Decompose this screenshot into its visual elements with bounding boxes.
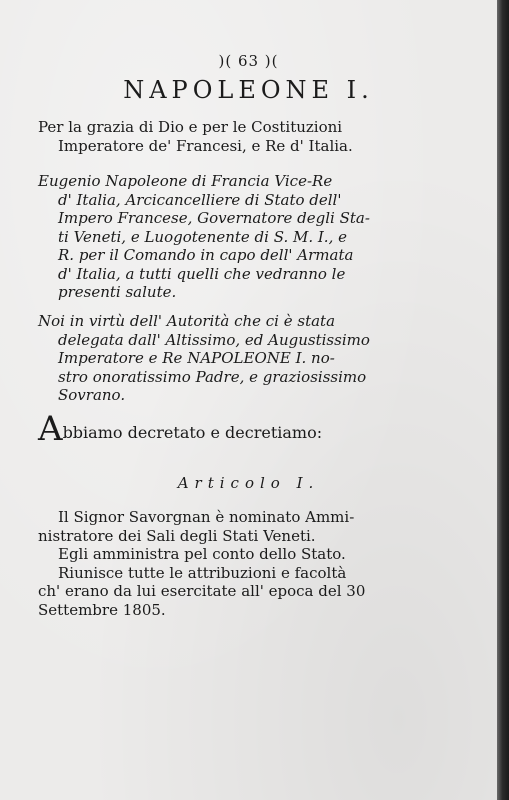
- viceroy-line: Impero Francese, Governatore degli Sta-: [58, 209, 370, 227]
- decree-heading: [38, 409, 323, 449]
- preamble-line: Per la grazia di Dio e per le Costituzioni: [38, 118, 343, 136]
- viceroy-line: d' Italia, a tutti quelli che vedranno le: [58, 264, 346, 283]
- authority-line: Imperatore e Re NAPOLEONE I. no-: [58, 349, 335, 367]
- page-edge-shadow: [497, 0, 509, 800]
- page-number: )( 63 )(: [218, 52, 279, 70]
- page-title: NAPOLEONE I.: [123, 76, 374, 104]
- decree-heading-text: bbiamo decretato e decretiamo:: [62, 423, 323, 442]
- article-body: [38, 508, 378, 619]
- authority-line: Noi in virtù dell' Autorità che ci è stata: [38, 312, 336, 330]
- authority-paragraph: [38, 312, 378, 405]
- viceroy-line: d' Italia, Arcicancelliere di Stato dell': [58, 190, 342, 209]
- article-line: ch' erano da lui esercitate all' epoca del 30: [38, 582, 366, 600]
- viceroy-paragraph: [38, 172, 378, 302]
- viceroy-line: R. per il Comando in capo dell' Armata: [58, 246, 354, 264]
- viceroy-line: ti Veneti, e Luogotenente di S. M. I., e: [58, 227, 347, 246]
- article-line: Settembre 1805.: [38, 600, 166, 619]
- viceroy-line: Eugenio Napoleone di Francia Vice-Re: [38, 172, 333, 190]
- preamble-paragraph: [38, 118, 378, 155]
- article-line: Il Signor Savorgnan è nominato Ammi-: [58, 508, 355, 526]
- decree-dropcap: A: [38, 409, 63, 449]
- article-line: nistratore dei Sali degli Stati Veneti.: [38, 526, 316, 545]
- article-line: Riunisce tutte le attribuzioni e facoltà: [58, 563, 347, 582]
- article-title: Articolo I.: [177, 474, 320, 492]
- preamble-line: Imperatore de' Francesi, e Re d' Italia.: [58, 136, 353, 155]
- authority-line: stro onoratissimo Padre, e graziosissimo: [58, 367, 367, 386]
- authority-line: delegata dall' Altissimo, ed Augustissimo: [58, 330, 370, 349]
- authority-line: Sovrano.: [58, 386, 126, 404]
- article-line: Egli amministra pel conto dello Stato.: [58, 545, 346, 563]
- viceroy-line: presenti salute.: [58, 283, 177, 301]
